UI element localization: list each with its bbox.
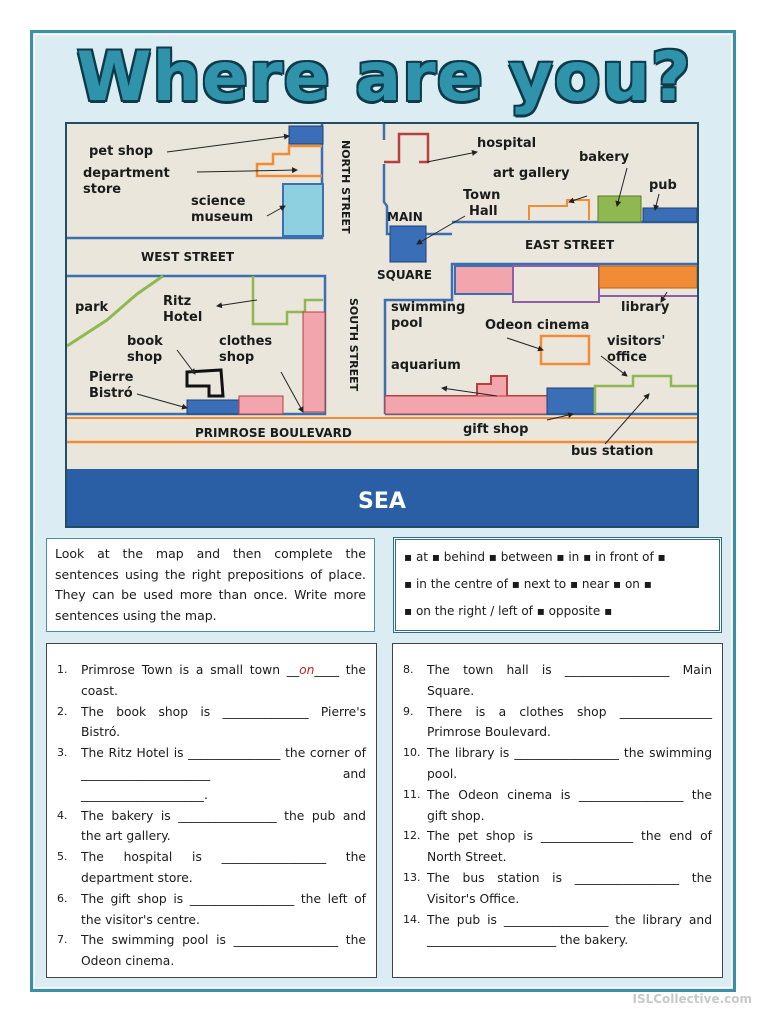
sentence-11 xyxy=(403,785,712,827)
sentence-number: 12. xyxy=(403,829,421,843)
sentence-7 xyxy=(57,930,366,972)
department-label: department xyxy=(83,166,170,181)
sentence-text: Primrose Town is a small town __ xyxy=(81,663,300,677)
sentence-number: 8. xyxy=(403,663,414,676)
sentence-number: 11. xyxy=(403,787,421,801)
sentence-text: The pub is _________________ the library and _____________________ the bakery. xyxy=(427,912,712,948)
swimming-label: swimming xyxy=(391,300,466,315)
ritz-label: Ritz xyxy=(163,294,192,309)
park-label: park xyxy=(75,300,109,315)
sentence-text: The hospital is _________________ the department store. xyxy=(81,850,366,885)
sentence-number: 5. xyxy=(57,850,68,864)
sentence-6 xyxy=(57,889,366,931)
sentence-number: 2. xyxy=(57,704,68,718)
odeon-label: Odeon cinema xyxy=(485,318,590,333)
sentence-number: 10. xyxy=(403,746,421,760)
primrose-boulevard-label: PRIMROSE BOULEVARD xyxy=(195,426,352,440)
sentence-14 xyxy=(403,910,712,952)
main-label: MAIN xyxy=(387,210,423,224)
town-label: Town xyxy=(463,188,501,203)
sentence-text: The swimming pool is _________________ the Odeon cinema. xyxy=(81,933,366,969)
sentence-number: 13. xyxy=(403,870,421,884)
sentence-4 xyxy=(57,806,366,848)
sentence-number: 9. xyxy=(403,704,414,718)
town-map xyxy=(65,122,699,528)
art-gallery-label: art gallery xyxy=(493,166,570,181)
sentence-text: The pet shop is _______________ the end of North Street. xyxy=(427,829,712,865)
sentence-2 xyxy=(57,702,366,744)
instructions-box: Look at the map and then complete the sentences using the right prepositions of place. They can be used more than once. Write more sentences using the map. xyxy=(46,538,375,632)
prepositions-line-2: ▪ in the centre of ▪ next to ▪ near ▪ on ▪ xyxy=(404,577,652,591)
office-label: office xyxy=(607,350,647,365)
map-drawing xyxy=(67,124,697,526)
prepositions-line-1: ▪ at ▪ behind ▪ between ▪ in ▪ in front of ▪ xyxy=(404,550,666,564)
sentences-left xyxy=(46,643,377,978)
pet-shop-label: pet shop xyxy=(89,144,154,159)
sentence-12 xyxy=(403,826,712,868)
sentence-text: The town hall is _________________ Main Square. xyxy=(427,663,712,698)
sentence-13 xyxy=(403,868,712,910)
visitors-label: visitors' xyxy=(607,334,666,349)
museum-label: museum xyxy=(191,210,254,225)
sentence-number: 1. xyxy=(57,663,68,676)
gift-shop-label: gift shop xyxy=(463,422,529,437)
sentence-text: The library is _________________ the swimming pool. xyxy=(427,746,712,781)
science-label: science xyxy=(191,194,246,209)
sentence-5 xyxy=(57,847,366,889)
pub-label: pub xyxy=(649,178,677,193)
sentence-number: 3. xyxy=(57,746,68,760)
page-title: Where are you? xyxy=(76,38,692,117)
sentence-text: ____ the coast. xyxy=(81,663,366,698)
prepositions-line-3: ▪ on the right / left of ▪ opposite ▪ xyxy=(404,604,613,618)
sentence-8 xyxy=(403,660,712,702)
bus-station-label: bus station xyxy=(571,444,654,459)
store-label: store xyxy=(83,182,122,197)
pierre-label: Pierre xyxy=(89,370,134,385)
pool-label: pool xyxy=(391,316,423,331)
example-answer: on xyxy=(299,663,315,677)
sentence-3 xyxy=(57,743,366,805)
sentences-right xyxy=(392,643,723,978)
sentence-number: 7. xyxy=(57,933,68,947)
book-shop-label: shop xyxy=(127,350,163,365)
bistro-label: Bistró xyxy=(89,386,133,401)
east-street-label: EAST STREET xyxy=(525,238,615,252)
library-label: library xyxy=(621,300,670,315)
sentence-9 xyxy=(403,702,712,744)
hotel-label: Hotel xyxy=(163,310,203,325)
book-label: book xyxy=(127,334,163,349)
square-label: SQUARE xyxy=(377,268,432,282)
sentence-text: The gift shop is _________________ the left of the visitor's centre. xyxy=(81,891,366,927)
sentence-text: The Odeon cinema is _________________ the gift shop. xyxy=(427,787,712,823)
clothes-label: clothes xyxy=(219,334,273,349)
sentence-text: There is a clothes shop _______________ Primrose Boulevard. xyxy=(427,704,712,740)
clothes-shop-label: shop xyxy=(219,350,255,365)
south-street-label: SOUTH STREET xyxy=(347,298,360,392)
prepositions-box xyxy=(393,537,722,633)
west-street-label: WEST STREET xyxy=(141,250,235,264)
sentence-number: 4. xyxy=(57,808,68,822)
sea-label: SEA xyxy=(358,489,406,514)
sentence-number: 14. xyxy=(403,912,421,926)
sentence-text: The bus station is _________________ the Visitor's Office. xyxy=(427,870,712,906)
sentence-text: The book shop is ______________ Pierre's Bistró. xyxy=(81,704,366,740)
sentence-10 xyxy=(403,743,712,785)
sentence-number: 6. xyxy=(57,891,68,905)
sentence-text: The Ritz Hotel is _______________ the corner of _____________________ and ____________________. xyxy=(81,746,366,802)
hall-label: Hall xyxy=(469,204,498,219)
north-street-label: NORTH STREET xyxy=(339,140,352,234)
sentence-text: The bakery is ________________ the pub and the art gallery. xyxy=(81,808,366,844)
watermark: ISLCollective.com xyxy=(632,992,752,1006)
bakery-label: bakery xyxy=(579,150,630,165)
sentence-1 xyxy=(57,660,366,702)
hospital-label: hospital xyxy=(477,136,537,151)
aquarium-label: aquarium xyxy=(391,358,461,373)
